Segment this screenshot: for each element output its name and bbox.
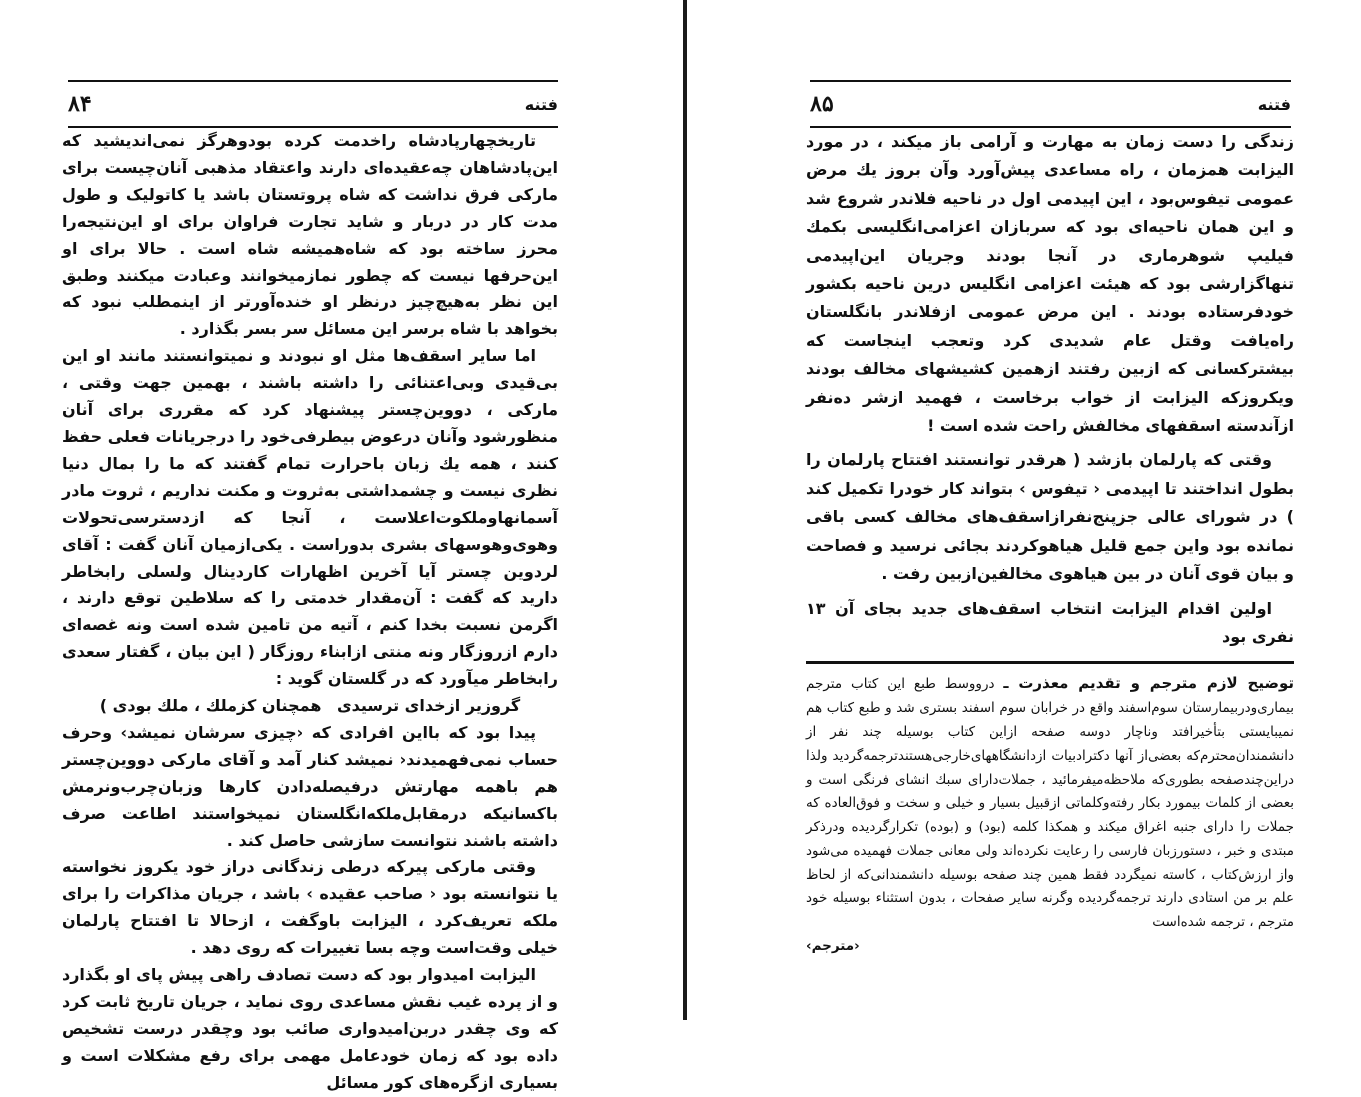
- poem-verse: [62, 693, 558, 720]
- right-page-body: [806, 128, 1294, 959]
- paragraph: پیدا بود که بااین افرادی که ‹چیزی سرشان نمیشد› وحرف حساب نمی‌فهمیدند‹ نمیشد کنار آمد و آقای مارکی دووین‌چستر هم باهمه مهارتش درفیصله‌دادن کارها وزبان‌چرب‌ونرمش باکسانیکه درمقابل‌ملکه‌انگلستان نمیخواستند اطاعت صرف داشته باشند نتوانست سازشی حاصل کند .: [62, 722, 558, 850]
- paragraph: وقتی که پارلمان بازشد ( هرقدر توانستند افتتاح پارلمان را بطول انداختند تا اپیدمی ‹ تیفوس › بتواند کار خودرا تکمیل کند ) در شورای عالی جزپنج‌نفرازاسقف‌های مخالف کسی باقی نمانده بود واین جمع قلیل هیاهوکردند بجائی نرسید و فصاحت و بیان قوی آنان در بین هیاهوی مخالفین‌ازبین رفت .: [806, 450, 1294, 584]
- book-gutter: [668, 0, 690, 1020]
- right-page-header: [810, 80, 1291, 128]
- paragraph: تاریخچهارپادشاه راخدمت کرده بودوهرگز نمی‌اندیشید که این‌پادشاهان چه‌عقیده‌ای دارند واعتقاد مذهبی آنان‌چیست برای مارکی فرق نداشت که شاه پروتستان باشد یا کاتولیک و طول مدت کار در دربار و شاید تجارت فراوان برای او این‌نتیجه‌را محرز ساخته بود که شاه‌همیشه شاه است . حالا برای او این‌حرفها نیست که چطور نمازمیخوانند وعبادت میکنند وطبق این نظر به‌هیچ‌چیز درنظر او خنده‌آورتر از اینمطلب نبود که بخواهد با شاه برسر این مسائل سر بسر بگذارد .: [62, 131, 558, 339]
- paragraph: زندگی را دست زمان به مهارت و آرامی باز میکند ، در مورد الیزابت همزمان ، راه مساعدی پیش‌آورد وآن بروز یك مرض عمومی تیفوس‌بود ، این اپیدمی اول در ناحیه فلاندر شروع شد و این همان ناحیه‌ای بود که سربازان اعزامی‌انگلیسی بکمك فیلیپ شوهرماری در آنجا بودند وجریان این‌اپیدمی تنهاگزارشی بود که هیئت اعزامی انگلیس درین ناحیه بکشور خودفرستاده بودند . این مرض عمومی ازفلاندر بانگلستان راه‌یافت وقتل عام شدیدی کرد وتعجب اینجاست که بیشترکسانی که ازبین رفتند ازهمین کشیشهای مخالف بودند ویکروزکه الیزابت از خواب برخاست ، فهمید ازشر ده‌نفر ازآندسته اسقفهای مخالفش راحت شده است !: [806, 132, 1294, 436]
- page-number: ۸۴: [68, 91, 92, 117]
- verse-hemistich-left: همچنان کزملك ، ملك بودی ): [99, 696, 322, 716]
- translator-note: [806, 672, 1294, 959]
- right-page: [690, 0, 1361, 1020]
- left-page-body: [62, 128, 558, 1097]
- note-title: توضیح لازم مترجم و تقدیم معذرت ـ: [1003, 674, 1294, 693]
- paragraph: اولین اقدام الیزابت انتخاب اسقف‌های جدید بجای آن ۱۳ نفری بود: [806, 598, 1294, 646]
- page-number: ۸۵: [810, 91, 834, 117]
- paragraph: اما سایر اسقف‌ها مثل او نبودند و نمیتوانستند مانند او این بی‌قیدی وبی‌اعتنائی را داشته باشند ، بهمین جهت وقتی ، مارکی ، دووین‌چستر پیشنهاد کرد که مقرری برای آنان منظورشود وآنان درعوض بیطرفی‌خود را درجریانات فعلی حفظ کنند ، همه یك زبان باحرارت تمام گفتند که ما را بمال دنیا نظری نیست و چشمداشتی به‌ثروت و مکنت نداریم ، ثروت مادر آسمانها‌وملکوت‌اعلاست ، آنجا که ازدسترسی‌تحولات وهوی‌وهوسهای بشری بدوراست . یکی‌ازمیان آنان گفت : آقای لردوین چستر آیا آخرین اظهارات کاردینال ولسلی رابخاطر دارید که گفت : آن‌مقدار خدمتی را که سلاطین توقع دارند ، اگرمن نسبت بخدا کنم ، آتیه من تامین شده است ونه غصه‌ای دارم ازروزگار ونه منتی ازابناء روزگار ( این بیان ، گفتار سعدی رابخاطر میآورد که در گلستان گوید :: [62, 346, 558, 689]
- paragraph: وقتی مارکی پیرکه درطی زندگانی دراز خود یکروز نخواسته یا نتوانسته بود ‹ صاحب عقیده › باشد ، جریان مذاکرات را برای ملکه تعریف‌کرد ، الیزابت باوگفت ، ازحالا تا افتتاح پارلمان خیلی وقت‌است وچه بسا تغییرات که روی دهد .: [62, 857, 558, 958]
- note-signature: ‹مترجم›: [806, 938, 860, 955]
- verse-hemistich-right: گروزیر ازخدای ترسیدی: [336, 696, 521, 716]
- divider: [806, 661, 1294, 664]
- note-text: درووسط طبع این کتاب مترجم بیماری‌ودربیمارستان سوم‌اسفند واقع در خرابان سوم اسفند بستری شد و طبع کتاب هم نمیبایستی بتأخیرافتد وناچار دوسه صفحه ازاین کتاب بوسیله چند نفر از دانشمندان‌محترم‌که بعضی‌از آنها دکتراد‌بیات ازدانشگاههای‌خارجی‌هستند‌ترجمه‌گردید ولذا دراین‌چندصفحه بطوری‌که ملاحظه‌میفرمائید ، جملات‌دارای سبك انشای فرنگی است و بعضی از کلمات بیمورد بکار رفته‌وکلماتی ازقبیل بسیار و خیلی و سخت و فوق‌العاده که جملات را دارای جنبه اغراق میکند و همکذا کلمه (بود) و (بوده) تکرارگردیده ودرذکر مبتدی و خبر ، دستورزبان فارسی را رعایت نکرده‌اند ولی معانی جملات فهمیده می‌شود واز ارزش‌کتاب ، کاسته نمیگردد فقط همین چند صفحه بوسیله دانشمندانی‌که از لحاظ علم بر من استادی دارند ترجمه‌گردیده وگرنه سایر صفحات ، بدون استثناء بوسیله خود مترجم ، ترجمه شده‌است: [806, 676, 1294, 931]
- running-title: فتنه: [1257, 94, 1291, 114]
- left-page: [0, 0, 668, 1092]
- left-page-header: [68, 80, 558, 128]
- running-title: فتنه: [524, 94, 558, 114]
- paragraph: الیزابت امیدوار بود که دست تصادف راهی پیش پای او بگذارد و از پرده غیب نقش مساعدی روی نماید ، جریان تاریخ ثابت کرد که وی چقدر دربن‌امیدواری صائب بود وچقدر درست تشخیص داده بود که زمان خودعامل مهمی برای رفع مشکلات است و بسیاری ازگره‌های کور مسائل: [62, 965, 558, 1092]
